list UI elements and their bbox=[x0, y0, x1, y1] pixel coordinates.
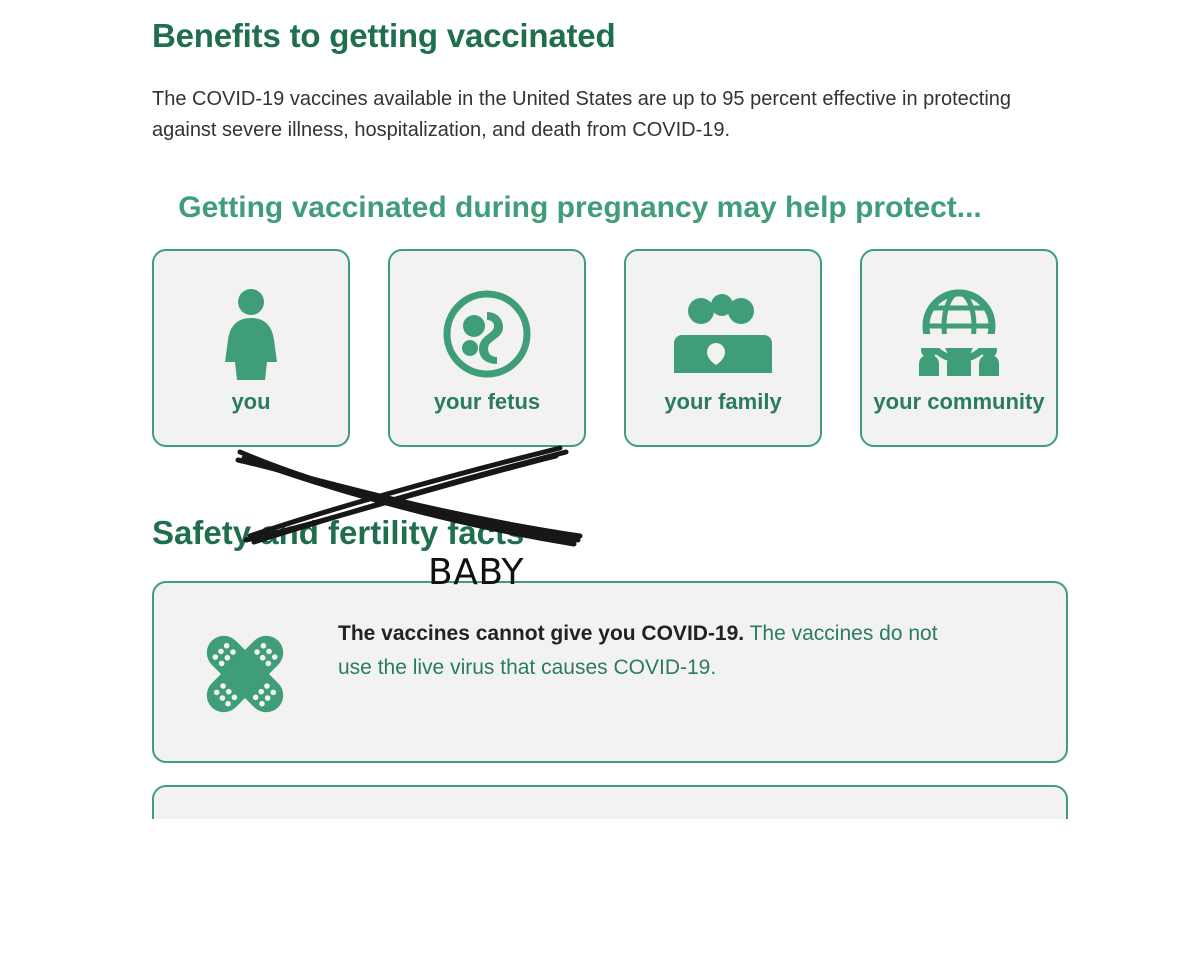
safety-section-title: Safety and fertility facts bbox=[152, 514, 525, 552]
fact-body: The vaccines do not use the live virus that causes COVID-19. bbox=[338, 622, 938, 680]
page-title: Benefits to getting vaccinated bbox=[152, 17, 616, 54]
protect-card-label: your fetus bbox=[433, 388, 541, 414]
crossed-bandages-icon bbox=[192, 617, 298, 727]
protect-card-community bbox=[860, 249, 1058, 447]
fact-text bbox=[338, 617, 938, 685]
fact-card-next-partial bbox=[152, 785, 1068, 819]
fact-card-no-covid bbox=[152, 581, 1068, 763]
intro-paragraph: The COVID-19 vaccines available in the United States are up to 95 percent effective in protecting against severe illness, hospitalization, and death from COVID-19. bbox=[152, 87, 1012, 141]
protect-card-label: your family bbox=[664, 388, 782, 414]
protect-card-family bbox=[624, 249, 822, 447]
protect-card-label: your community bbox=[873, 388, 1045, 414]
family-group-icon bbox=[668, 282, 778, 386]
protect-cards-row bbox=[152, 249, 1068, 447]
fact-lead: The vaccines cannot give you COVID-19. bbox=[338, 622, 745, 646]
protect-card-you bbox=[152, 249, 350, 447]
globe-people-icon bbox=[909, 282, 1009, 386]
woman-icon bbox=[215, 282, 287, 386]
protect-card-label: you bbox=[231, 388, 271, 414]
handwritten-baby-label: BABY bbox=[428, 552, 525, 593]
protect-card-fetus bbox=[388, 249, 586, 447]
protect-subheading: Getting vaccinated during pregnancy may help protect... bbox=[178, 190, 982, 224]
fetus-in-womb-icon bbox=[439, 282, 535, 386]
